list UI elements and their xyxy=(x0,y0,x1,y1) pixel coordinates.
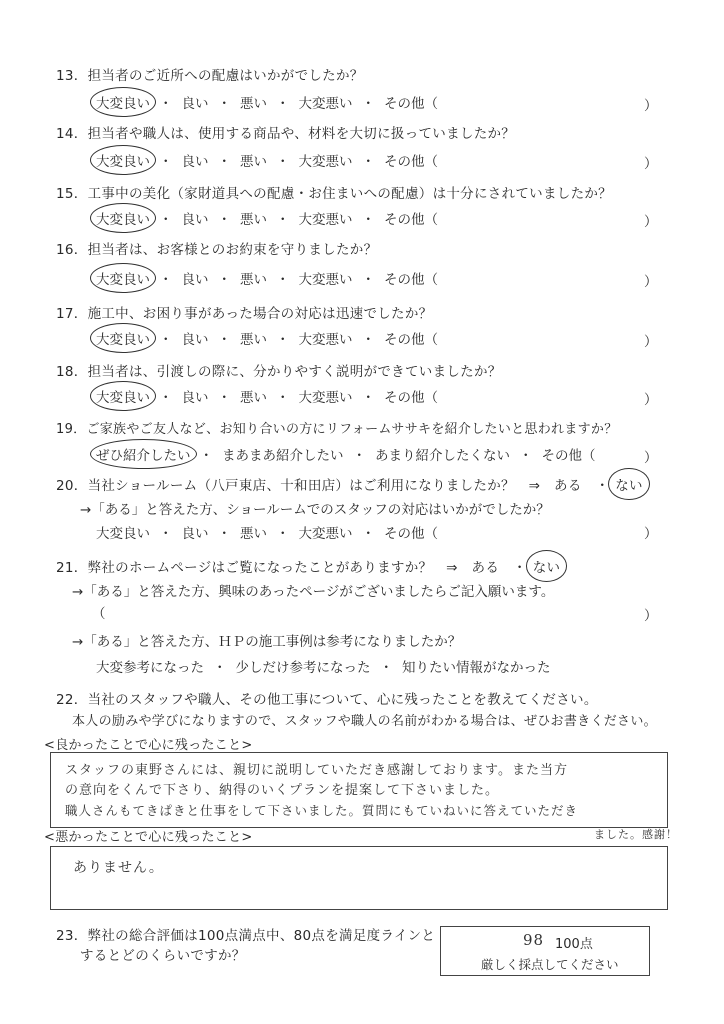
options-13: 大変良い ・ 良い ・ 悪い ・ 大変悪い ・ その他（ xyxy=(96,92,438,112)
close-paren: ） xyxy=(644,526,658,542)
option-other[interactable]: その他（ xyxy=(384,390,438,406)
close-paren: ） xyxy=(644,156,658,172)
question-18: 18．担当者は、引渡しの際に、分かりやすく説明ができていましたか？ xyxy=(56,364,502,380)
option-bad[interactable]: 悪い xyxy=(240,332,267,348)
option-other[interactable]: その他（ xyxy=(541,448,596,464)
score-max: 100点 xyxy=(555,937,593,952)
option-very-good[interactable]: 大変良い xyxy=(96,208,150,228)
option-good[interactable]: 良い xyxy=(181,212,209,228)
good-text-line-1: スタッフの東野さんには、親切に説明していただき感謝しております。また当方 xyxy=(65,763,568,778)
option-bad[interactable]: 悪い xyxy=(240,96,267,112)
question-13: 13．担当者のご近所への配慮はいかがでしたか？ xyxy=(56,68,364,84)
option-very-bad[interactable]: 大変悪い xyxy=(298,272,353,288)
close-paren: ） xyxy=(644,98,658,114)
option-very-good[interactable]: 大変良い xyxy=(96,386,150,406)
score-box[interactable] xyxy=(440,926,650,976)
close-paren: ） xyxy=(644,608,658,624)
close-paren: ） xyxy=(644,274,658,290)
option-good[interactable]: 良い xyxy=(181,526,209,542)
question-23-cont: するとどのくらいですか？ xyxy=(80,948,246,964)
question-19: 19．ご家族やご友人など、お知り合いの方にリフォームササキを紹介したいと思われますか？ xyxy=(56,422,618,437)
question-15: 15．工事中の美化（家財道具への配慮・お住まいへの配慮）は十分にされていましたか？ xyxy=(56,186,612,202)
options-15: 大変良い ・ 良い ・ 悪い ・ 大変悪い ・ その他（ xyxy=(96,208,438,228)
question-16: 16．担当者は、お客様とのお約束を守りましたか？ xyxy=(56,242,378,258)
option-very-good[interactable]: 大変良い xyxy=(96,268,150,288)
option-other[interactable]: その他（ xyxy=(384,526,438,542)
question-21: 21．弊社のホームページはご覧になったことがありますか？ ⇒ ある ・ ない xyxy=(56,556,560,576)
open-paren: （ xyxy=(92,606,106,622)
option-good[interactable]: 良い xyxy=(181,154,209,170)
option-slightly-helpful[interactable]: 少しだけ参考になった xyxy=(235,660,371,676)
question-17: 17．施工中、お困り事があった場合の対応は迅速でしたか？ xyxy=(56,306,433,322)
options-20: 大変良い ・ 良い ・ 悪い ・ 大変悪い ・ その他（ xyxy=(96,522,438,542)
options-16: 大変良い ・ 良い ・ 悪い ・ 大変悪い ・ その他（ xyxy=(96,268,438,288)
options-19: ぜひ紹介したい ・ まあまあ紹介したい ・ あまり紹介したくない ・ その他（ xyxy=(96,444,596,464)
question-21-sub1: →「ある」と答えた方、興味のあったページがございましたらご記入願います。 xyxy=(72,584,555,600)
good-text-line-4: ました。感謝！ xyxy=(594,828,678,841)
close-paren: ） xyxy=(644,214,658,230)
option-bad[interactable]: 悪い xyxy=(240,212,267,228)
option-very-bad[interactable]: 大変悪い xyxy=(298,212,353,228)
option-very-bad[interactable]: 大変悪い xyxy=(298,332,353,348)
answer-no-circled[interactable]: ない xyxy=(533,556,561,576)
score-written: 98 xyxy=(523,931,545,949)
question-22-note: 本人の励みや学びになりますので、スタッフや職人の名前がわかる場合は、ぜひお書きください。 xyxy=(72,714,657,729)
option-very-good[interactable]: 大変良い xyxy=(96,526,150,542)
option-very-good[interactable]: 大変良い xyxy=(96,328,150,348)
close-paren: ） xyxy=(644,450,658,466)
good-label: <良かったことで心に残ったこと> xyxy=(44,738,253,753)
options-14: 大変良い ・ 良い ・ 悪い ・ 大変悪い ・ その他（ xyxy=(96,150,438,170)
option-bad[interactable]: 悪い xyxy=(240,272,267,288)
option-bad[interactable]: 悪い xyxy=(240,154,267,170)
question-20-sub: →「ある」と答えた方、ショールームでのスタッフの対応はいかがでしたか？ xyxy=(80,502,550,518)
option-very-good[interactable]: 大変良い xyxy=(96,92,150,112)
options-21: 大変参考になった ・ 少しだけ参考になった ・ 知りたい情報がなかった xyxy=(96,656,551,676)
close-paren: ） xyxy=(644,334,658,350)
option-very-helpful[interactable]: 大変参考になった xyxy=(96,660,204,676)
score-note: 厳しく採点してください xyxy=(481,957,619,972)
good-text-line-3: 職人さんもてきぱきと仕事をして下さいました。質問にもていねいに答えていただき xyxy=(65,803,579,818)
option-good[interactable]: 良い xyxy=(181,96,209,112)
option-bad[interactable]: 悪い xyxy=(240,390,267,406)
option-not-recommend[interactable]: あまり紹介したくない xyxy=(375,448,510,464)
option-good[interactable]: 良い xyxy=(181,390,209,406)
option-good[interactable]: 良い xyxy=(181,272,209,288)
bad-comment-box[interactable] xyxy=(50,846,668,910)
option-somewhat-recommend[interactable]: まあまあ紹介したい xyxy=(222,448,344,464)
good-comment-box[interactable] xyxy=(50,752,668,828)
question-20: 20．当社ショールーム（八戸東店、十和田店）はご利用になりましたか？ ⇒ ある ・ ない xyxy=(56,474,643,494)
option-very-bad[interactable]: 大変悪い xyxy=(298,96,353,112)
bad-text: ありません。 xyxy=(73,860,164,876)
option-other[interactable]: その他（ xyxy=(384,154,438,170)
question-14: 14．担当者や職人は、使用する商品や、材料を大切に扱っていましたか？ xyxy=(56,126,516,142)
option-bad[interactable]: 悪い xyxy=(240,526,267,542)
question-22: 22．当社のスタッフや職人、その他工事について、心に残ったことを教えてください。 xyxy=(56,692,598,708)
option-very-good[interactable]: 大変良い xyxy=(96,150,150,170)
option-other[interactable]: その他（ xyxy=(384,96,438,112)
option-other[interactable]: その他（ xyxy=(384,272,438,288)
option-other[interactable]: その他（ xyxy=(384,212,438,228)
option-other[interactable]: その他（ xyxy=(384,332,438,348)
option-not-found[interactable]: 知りたい情報がなかった xyxy=(402,660,551,676)
option-very-bad[interactable]: 大変悪い xyxy=(298,526,353,542)
option-definitely-recommend[interactable]: ぜひ紹介したい xyxy=(96,444,191,464)
options-18: 大変良い ・ 良い ・ 悪い ・ 大変悪い ・ その他（ xyxy=(96,386,438,406)
options-17: 大変良い ・ 良い ・ 悪い ・ 大変悪い ・ その他（ xyxy=(96,328,438,348)
question-21-sub2: →「ある」と答えた方、ＨＰの施工事例は参考になりましたか？ xyxy=(72,634,462,650)
question-23: 23．弊社の総合評価は100点満点中、80点を満足度ラインと xyxy=(56,928,436,944)
close-paren: ） xyxy=(644,392,658,408)
answer-no-circled[interactable]: ない xyxy=(615,474,643,494)
good-text-line-2: の意向をくんで下さり、納得のいくプランを提案して下さいました。 xyxy=(65,783,500,798)
option-very-bad[interactable]: 大変悪い xyxy=(298,154,353,170)
option-good[interactable]: 良い xyxy=(181,332,209,348)
option-very-bad[interactable]: 大変悪い xyxy=(298,390,353,406)
bad-label: <悪かったことで心に残ったこと> xyxy=(44,830,253,845)
